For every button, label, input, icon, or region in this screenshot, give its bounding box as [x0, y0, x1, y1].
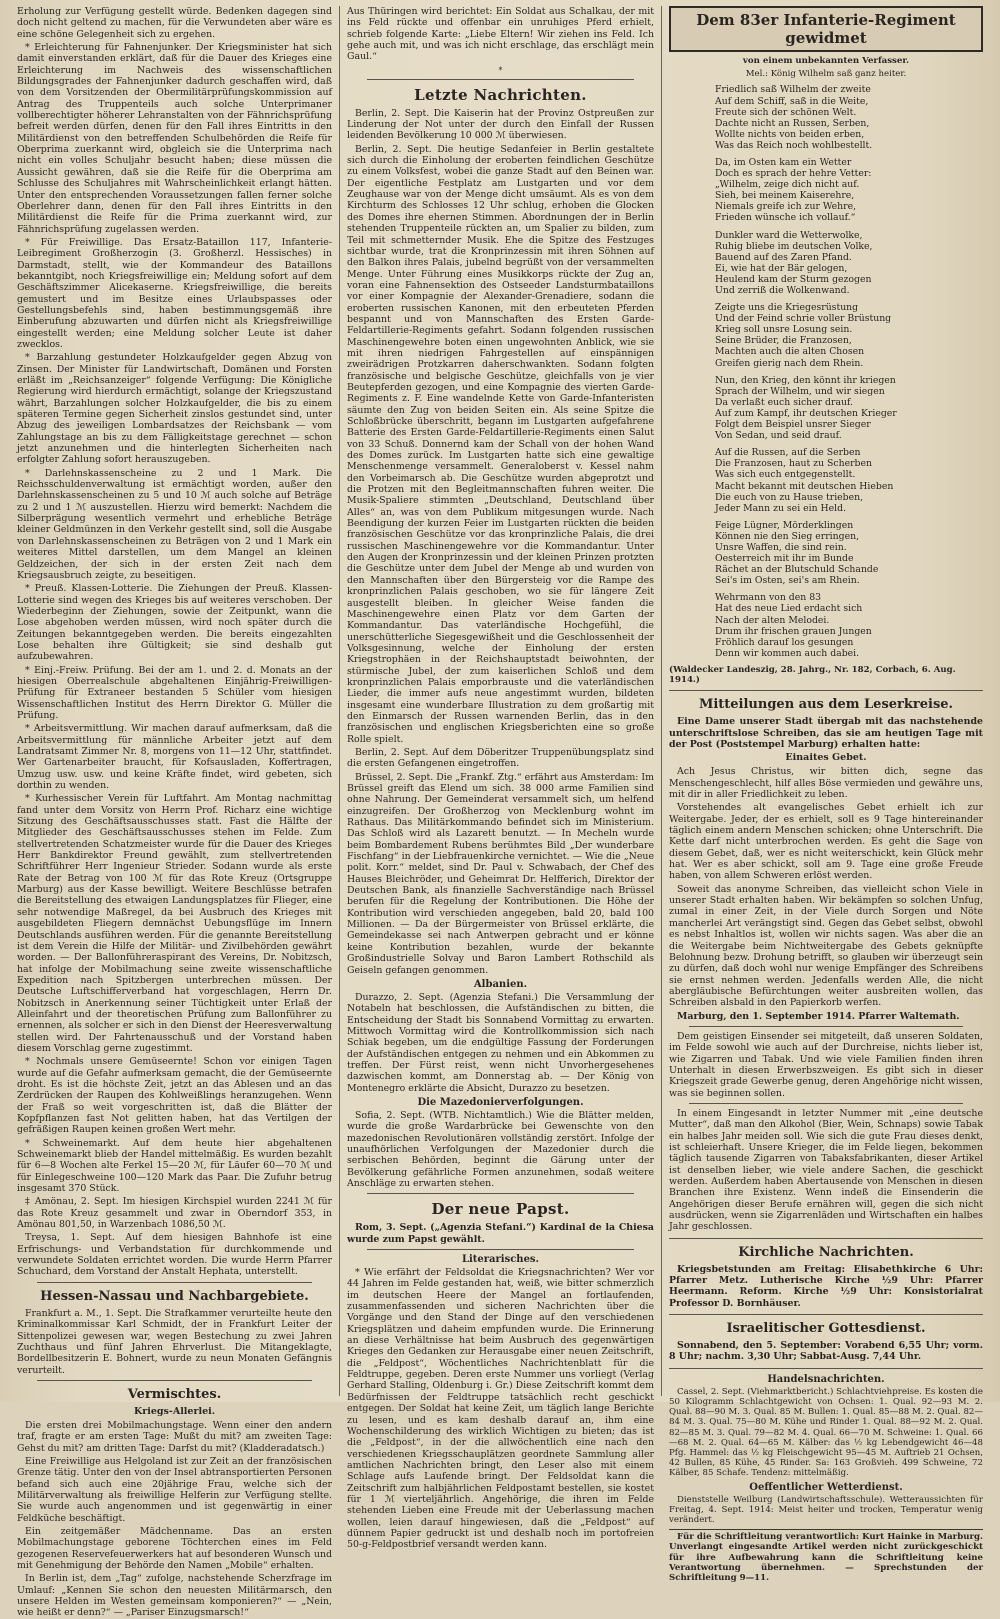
- article-paragraph: Eine Freiwillige aus Helgoland ist zur Zeit an der französischen Grenze tätig. Unter den von der Insel abtransportierten Personen befand sich auch eine 20jährige Frau, welche sich der Militärverwaltung als freiwillige Helferin zur Verfügung stellte. Sie wurde auch angenommen und ist gegenwärtig in einer Feldküche beschäftigt.: [17, 1455, 332, 1524]
- poem-line: Friedlich saß Wilhelm der zweite: [715, 84, 871, 96]
- section-heading-vermischtes: Vermischtes.: [127, 1386, 222, 1402]
- poem-line: „Wilhelm, zeige dich nicht auf.: [715, 179, 860, 191]
- column-right: [662, 6, 990, 1584]
- poem-stanza: [715, 447, 983, 514]
- poem-line: Wehrmann von den 83: [715, 592, 822, 604]
- article-paragraph: Berlin, 2. Sept. Auf dem Döberitzer Truppenübungsplatz sind die ersten Gefangenen eingetroffen.: [347, 746, 654, 770]
- article-paragraph: In Berlin ist, dem „Tag“ zufolge, nachstehende Scherzfrage im Umlauf: „Kennen Sie schon den neuesten Militärmarsch, den unsere Helden im Westen gemeinsam komponieren?“ — „Nein, wie heißt er denn?“ — „Pariser Einzugsmarsch!“: [17, 1573, 332, 1619]
- article-paragraph: * Einj.-Freiw. Prüfung. Bei der am 1. und 2. d. Monats an der hiesigen Oberrealschule abgehaltenen Einjährig-Freiwilligen-Prüfung für Extraneer bestanden 5 Schüler vom hiesigen Wissenschaftlichen Institut des Herrn Direktor G. Müller die Prüfung.: [17, 664, 332, 721]
- heading-mazedonier: Die Mazedonierverfolgungen.: [417, 1096, 584, 1108]
- poem-line: Sieh, bei meinem Kaiserehre,: [715, 190, 855, 202]
- poem-line: Und der Feind schrie voller Brüstung: [715, 313, 892, 325]
- poem-line: Auf dem Schiff, saß in die Weite,: [715, 95, 869, 107]
- article-paragraph: Rom, 3. Sept. („Agenzia Stefani.“) Kardinal de la Chiesa wurde zum Papst gewählt.: [347, 1222, 654, 1245]
- article-paragraph: * Arbeitsvermittlung. Wir machen darauf aufmerksam, daß die Arbeitsvermittlung für männliche Arbeiter jetzt auf dem Landratsamt Zimmer Nr. 8, morgens von 11—12 Uhr, stattfindet. Wer Gartenarbeiter braucht, für Kofsausladen, Koffertragen, Umzug usw. usw. und keine Kräfte findet, wird gebeten, sich dorthin zu wenden.: [17, 723, 332, 792]
- poem-line: Wollte nichts von beiden erben,: [715, 128, 865, 140]
- poem-line: Ruhig bliebe im deutschen Volke,: [715, 240, 873, 252]
- article-paragraph: * Schweinemarkt. Auf dem heute hier abgehaltenen Schweinemarkt blieb der Handel mittelmäßig. Es wurden bezahlt für 6—8 Wochen alte Ferkel 15—20 ℳ, für Läufer 60—70 ℳ und für Einlegeschweine 100—120 Mark das Paar. Die Zufuhr betrug insgesamt 370 Stück.: [17, 1137, 332, 1195]
- heading-neuer-papst: Der neue Papst.: [431, 1200, 570, 1219]
- poem-stanza: [715, 157, 983, 224]
- poem-line: Und zerriß die Wolkenwand.: [715, 285, 850, 296]
- poem-line: Nun, den Krieg, den könnt ihr kriegen: [715, 374, 896, 386]
- article-paragraph: Treysa, 1. Sept. Auf dem hiesigen Bahnhofe ist eine Erfrischungs- und Verbandstation für durchkommende und verwundete Soldaten errichtet worden. Die wurde Herrn Pfarrer Schuchard, dem Vorstand der Anstalt Hephata, unterstellt.: [17, 1232, 332, 1278]
- divider: [689, 1026, 963, 1027]
- article-paragraph: Ein zeitgemäßer Mädchenname. Das an ersten Mobilmachungstage geborene Töchterchen eines im Feld gezogenen Reservefeuerwerkers hat auf besonderen Wunsch und mit Genehmigung der Behörde den Namen „Mobile“ erhalten.: [17, 1525, 332, 1571]
- poem-line: Heulend kam der Sturm gezogen: [715, 273, 872, 285]
- poem-stanza: [715, 375, 983, 442]
- divider: [669, 1314, 983, 1315]
- article-paragraph: Aus Thüringen wird berichtet: Ein Soldat aus Schalkau, der mit ins Feld rückte und offenbar ein unruhiges Pferd erhielt, schrieb folgende Karte: „Liebe Eltern! Wir ziehen ins Feld. Ich gehe auch mit, und was ich nicht erschlage, das erschlägt mein Gaul.“: [347, 6, 654, 63]
- poem-line: Sprach der Wilhelm, und wir siegen: [715, 385, 885, 397]
- divider: [367, 1249, 634, 1250]
- poem-stanza: [715, 520, 983, 587]
- divider: [669, 690, 983, 691]
- article-paragraph: Berlin, 2. Sept. Die heutige Sedanfeier in Berlin gestaltete sich durch die Einholung der eroberten feindlichen Geschütze zu einem Volksfest, wobei die ganze Stadt auf den Beinen war. Der eigentliche Festplatz am Lustgarten und vor dem Zeughause war von der Menge dicht umsäumt. Als es von dem Kirchturm des Schlosses 12 Uhr schlug, erhoben die Glocken des Domes ihre ehernen Stimmen. Abordnungen der in Berlin stehenden Truppenteile rückten an, um Spalier zu bilden, zum Teil mit schmetternder Musik. Ehe die Spitze des Festzuges sichtbar wurde, trat die Kronprinzessin mit ihren Söhnen auf den Balkon ihres Palais, jubelnd begrüßt von der versammelten Menge. Unter Führung eines Musikkorps rückte der Zug an, voran eine Fahnensektion des Ostseeder Landsturmbataillons vor einer Kompagnie der Alexander-Grenadiere, sodann die eroberten russischen Kanonen, mit den erbeuteten Pferden bespannt und von Mannschaften des Ersten Garde-Feldartillerie-Regiments gefahrt. Sodann folgenden russischen Maschinengewehre boten einen ungewohnten Anblick, wie sie mit ihren niedrigen Fahrgestellen auf einspännigen zweirädrigen Protzkarren daherschwankten. Sodann folgten französische und belgische Geschütze, gleichfalls von je vier Beutepferden gezogen, und eine Kompagnie des vierten Garde-Regiments z. F. Eine wandelnde Kette von Garde-Infanteristen säumte den Zug von beiden Seiten ein. Als seine Spitze die Schloßbrücke überschritt, begann im Lustgarten aufgefahrene Batterie des Ersten Garde-Feldartillerie-Regiments einen Salut von 33 Schuß. Donnernd kam der Schall von der hohen Wand des Domes zurück. Im Lustgarten hatte sich eine gewaltige Menschenmenge versammelt. Generaloberst v. Kessel nahm den Vorbeimarsch ab. Die Geschütze wurden abgeprotzt und die Protzen mit den Begleitmannschaften fuhren weiter. Die Musik-Spaliere stimmten „Deutschland, Deutschland über Alles“ an, was von dem Publikum mitgesungen wurde. Nach Beendigung der kurzen Feier im Lustgarten rückten die beiden französischen Geschütze vor das kronprinzliche Palais, die drei russischen Maschinengewehre vor die Kommandantur. Unter den Augen der Kronprinzessin und der kleinen Prinzen protzten die Geschütze unter dem Jubel der Menge ab und wurden von den Mannschaften über den Bürgersteig vor die Rampe des kronprinzlichen Palais geschoben, wo sie für längere Zeit ausgestellt bleiben. In gleicher Weise fanden die Maschinengewehre einen Platz vor dem Garten der Kommandantur. Das vaterländische Hochgefühl, die unerschütterliche Siegesgewißheit und die Geschlossenheit der Volksgesinnung, welche der Einholung der ersten Kriegstrophäen in der Reichshauptstadt beiwohnten, der stürmische Jubel, der zum kaiserlichen Schloß und dem kronprinzlichen Palais emporbrauste und die vaterländischen Lieder, die immer aufs neue angestimmt wurden, bildeten insgesamt eine wunderbare Illustration zu dem großartig mit den Einmarsch der Russen warnenden Berlin, das in den französischen und englischen Kriegsberichten eine so große Rolle spielt.: [347, 143, 654, 745]
- poem-line: Auf zum Kampf, ihr deutschen Krieger: [715, 407, 897, 419]
- poem-line: Dunkler ward die Wetterwolke,: [715, 229, 863, 241]
- article-paragraph: Eine Dame unserer Stadt übergab mit das nachstehende unterschriftslose Schreiben, das sie am heutigen Tage mit der Post (Poststempel Marburg) erhalten hatte:: [669, 716, 983, 750]
- column-middle: [340, 6, 662, 1551]
- heading-albanien: Albanien.: [473, 978, 528, 990]
- poem-line: Jeder Mann zu sei ein Held.: [715, 502, 847, 514]
- article-paragraph: Cassel, 2. Sept. (Viehmarktbericht.) Schlachtviehpreise. Es kosten die 50 Kilogramm Schlachtgewicht von Ochsen: 1. Qual. 92—93 M. 2. Qual. 88—90 M. 3. Qual. 85 M. Bullen: 1. Qual. 85—88 M. 2. Qual. 82—84 M. 3. Qual. 75—80 M. Kühe und Rinder 1. Qual. 88—92 M. 2. Qual. 82—85 M. 3. Qual. 79—82 M. 4. Qual. 66—70 M. Schweine: 1. Qual. 66—68 M. 2. Qual. 64—65 M. Kälber: das ½ kg Lebendgewicht 46—48 Pfg. Hammel: das ½ kg Fleischgewicht 95—45 M. Auftrieb 21 Ochsen, 42 Bullen, 85 Kühe, 45 Rinder. Sa: 163 Großvieh. 499 Schweine, 72 Kälber, 85 Schafe. Tendenz: mittelmäßig.: [669, 1386, 983, 1479]
- divider: [367, 79, 634, 80]
- divider: [367, 1193, 634, 1194]
- poem-line: Hat des neue Lied erdacht sich: [715, 603, 863, 615]
- poem-line: Folgt dem Beispiel unsrer Sieger: [715, 419, 871, 431]
- heading-wetter: Oeffentlicher Wetterdienst.: [749, 1481, 903, 1493]
- poem-line: Nach der alten Melodei.: [715, 614, 830, 626]
- poem-line: Feige Lügner, Mörderklingen: [715, 519, 854, 531]
- article-paragraph: * Barzahlung gestundeter Holzkaufgelder gegen Abzug von Zinsen. Der Minister für Landwirtschaft, Domänen und Forsten erläßt im „Reichsanzeiger“ folgende Verfügung: Die Königliche Regierung wird hierdurch ermächtigt, solange der Kriegszustand währt, Barzahlungen solcher Holzkaufgelder, die bis zu einem späteren Termine gegen Sicherheit zinslos gestundet sind, unter Abzug des jeweiligen Lombardsatzes der Reichsbank — vom Zahlungstage an bis zu dem Fälligkeitstage gerechnet — schon jetzt anzunehmen und die hinterlegten Sicherheiten nach erfolgter Zahlung sofort herauszugeben.: [17, 352, 332, 466]
- poem-line: Drum ihr frischen grauen Jungen: [715, 625, 872, 637]
- section-heading-hessen: Hessen-Nassau und Nachbargebiete.: [40, 1288, 309, 1304]
- column-left: [10, 6, 340, 1619]
- poem-stanza: [715, 230, 983, 297]
- poem-line: Da verlaßt euch sicher drauf.: [715, 396, 854, 408]
- article-paragraph: * Nochmals unsere Gemüseernte! Schon vor einigen Tagen wurde auf die Gefahr aufmerksam gemacht, die der Gemüseernte droht. Es ist die höchste Zeit, jetzt an das Ablesen und an das Zerdrücken der Raupen des Kohlweißlings heranzugehen. Wenn der Fraß so weit vorgeschritten ist, daß die Blätter der Kopfpflanzen fast Not gelitten haben, hat das Vertilgen der gefräßigen Raupen keinen großen Wert mehr.: [17, 1056, 332, 1136]
- divider: [37, 1380, 312, 1381]
- article-paragraph: Berlin, 2. Sept. Die Kaiserin hat der Provinz Ostpreußen zur Linderung der Not unter der durch den Einfall der Russen leidenden Bevölkerung 10 000 ℳ überwiesen.: [347, 107, 654, 142]
- article-paragraph: Dienststelle Weilburg (Landwirtschaftsschule). Wetteraussichten für Freitag, 4. Sept. 1914: Meist heiter und trocken, Temperatur wenig verändert.: [669, 1494, 983, 1526]
- poem-line: Niemals greife ich zur Wehre,: [715, 201, 857, 213]
- poem-line: Die euch von zu Hause trieben,: [715, 491, 864, 503]
- poem-stanza: [715, 84, 983, 151]
- article-paragraph: Soweit das anonyme Schreiben, das vielleicht schon Viele in unserer Stadt erhalten haben. Wir bekämpfen so solchen Unfug, zumal in einer Zeit, in der Viele durch Sorgen und Nöte mancherlei Art verängstigt sind. Gegen das Gebet selbst, obwohl es nebst Inhaltlos ist, wollen wir nichts sagen. Was aber die an die Weitergabe beim Nichtweitergabe des Gebets geknüpfte Belohnung bezw. Drohung betrifft, so glauben wir überzeugt sein zu dürfen, daß doch wohl nur wenige Empfänger des Schreibens sie ernst nehmen werden. Jedenfalls werden Alle, die nicht abergläubische Befürchtungen weiter ausbreiten wollen, das Schreiben alsbald in den Papierkorb werfen.: [669, 883, 983, 1009]
- poem-line: Was das Reich noch wohlbestellt.: [715, 139, 873, 151]
- heading-kirchliche: Kirchliche Nachrichten.: [738, 1244, 914, 1260]
- article-paragraph: Durazzo, 2. Sept. (Agenzia Stefani.) Die Versammlung der Notabeln hat beschlossen, die Aufständischen zu bitten, die Entscheidung der Stadt bis Sonnabend Vormittag zu erwarten. Mittwoch Vormittag wird die Kontrollkommission sich nach Schiak begeben, um die endgültige Fassung der Forderungen der Aufständischen entgegen zu nehmen und ein Abkommen zu treffen. Der Fürst reist, wenn nicht Unvorhergesehenes dazwischen kommt, am Donnerstag ab. — Der König von Montenegro erklärte die Absicht, Durazzo zu besetzen.: [347, 991, 654, 1094]
- article-paragraph: Erholung zur Verfügung gestellt würde. Bedenken dagegen sind doch nicht geltend zu machen, für die Verwundeten aber wäre es eine schöne Gelegenheit sich zu ergehen.: [17, 6, 332, 40]
- article-paragraph: * Preuß. Klassen-Lotterie. Die Ziehungen der Preuß. Klassen-Lotterie sind wegen des Krieges bis auf weiteres verschoben. Der Wiederbeginn der Ziehungen, sowie der Zeitpunkt, wann die Lose abgehoben werden müssen, wird noch später durch die Zeitungen bekanntgegeben werden. Die bereits eingezahlten Lose behalten ihre Gültigkeit; sie sind deshalb gut aufzubewahren.: [17, 583, 332, 663]
- heading-handel: Handelsnachrichten.: [767, 1373, 885, 1385]
- asterisk-divider: *: [498, 65, 503, 75]
- poem-line: Oesterreich mit ihr im Bunde: [715, 553, 854, 565]
- poem-line: Macht bekannt mit deutschen Hieben: [715, 480, 894, 492]
- article-paragraph: * Kurhessischer Verein für Luftfahrt. Am Montag nachmittag fand unter dem Vorsitz von Herrn Prof. Richarz eine wichtige Sitzung des Geschäftsausschusses statt. Fast die Hälfte der Mitglieder des Geschäftsausschusses stehen im Felde. Zum stellvertretenden Schatzmeister wurde für die Dauer des Krieges Herr Bankdirektor Freund gewählt, zum stellvertretenden Schriftführer Herr Ingenieur Strieder. Sodann wurde als erste Rate der Betrag von 100 ℳ für das Rote Kreuz (Ortsgruppe Marburg) aus der Kasse bewilligt. Weitere Beschlüsse betrafen die Bereitstellung des etwaigen Landungsplatzes für Flieger, eine sehr notwendige Maßregel, da bei Ausbruch des Krieges mit ausgebildeten Fliegern demnächst Uebungsflüge im Innern Deutschlands ausführen werden. Für die genannte Bereitstellung ist dem Verein die Hilfe der Militär- und Zivilbehörden gewährt worden. — Der Ballonführeraspirant des Vereins, Dr. Nobitzsch, hat infolge der Mobilmachung seine zweite wissenschaftliche Expedition nach Spitzbergen unterbrechen müssen. Der Deutsche Luftschifferverband hat vorgeschlagen, Herrn Dr. Nobitzsch in Anerkennung seiner Tüchtigkeit unter Erlaß der Alleinfahrt und der theoretischen Prüfung zum Ballonführer zu ernennen, als solcher er sich in den Dienst der Heeresverwaltung stellen wird. Der Fahrtenausschuß und der Vorstand haben diesem Vorschlag gerne zugestimmt.: [17, 793, 332, 1054]
- article-paragraph: Vorstehendes alt evangelisches Gebet erhielt ich zur Weitergabe. Jeder, der es erhielt, soll es 9 Tage hintereinander täglich einem andern Menschen schicken; ohne Unterschrift. Die Kette darf nicht unterbrochen werden. Es geht die Sage von diesem Gebet, daß, wer es nicht weiterschickt, kein Glück mehr hat. Wer es aber schickt, soll am 9. Tage eine große Freude haben, von allem Schweren erlöst werden.: [669, 802, 983, 882]
- heading-literarisches: Literarisches.: [461, 1254, 540, 1266]
- poem-line: Denn wir kommen auch dabei.: [715, 647, 860, 659]
- poem-stanza: [715, 302, 983, 369]
- article-paragraph: * Darlehnskassenscheine zu 2 und 1 Mark. Die Reichsschuldenverwaltung ist ermächtigt worden, außer den Darlehnskassenscheinen zu 5 und 10 ℳ auch solche auf Beträge zu 2 und 1 ℳ auszustellen. Hierzu wird bemerkt: Nachdem die Silberprägung wesentlich vermehrt und erhebliche Beträge kleiner Geldmünzen in den Verkehr gestellt sind, soll die Ausgabe von Darlehnskassenscheinen zu Beträgen von 2 und 1 Mark ein weiteres Mittel darstellen, um dem Mangel an kleinen Geldzeichen, der sich in der ersten Zeit nach dem Kriegsausbruch zeigte, zu beseitigen.: [17, 467, 332, 581]
- poem-line: Dachte nicht an Russen, Serben,: [715, 117, 870, 129]
- editorial-notice: Für die Schriftleitung verantwortlich: Kurt Hainke in Marburg. Unverlangt eingesandte Artikel werden nicht zurückgeschickt für ihre Aufbewahrung kann die Schriftleitung keine Verantwortung übernehmen. — Sprechstunden der Schriftleitung 9—11.: [669, 1532, 983, 1584]
- poem-line: Rächet an der Blutschuld Schande: [715, 564, 879, 576]
- poem-author: von einem unbekannten Verfasser.: [742, 56, 910, 66]
- poem-title-box: Dem 83er Infanterie-Regiment gewidmet: [669, 6, 983, 52]
- poem-line: Sei's im Osten, sei's am Rhein.: [715, 575, 860, 587]
- poem-line: Was sich euch entgegenstellt.: [715, 469, 856, 481]
- article-paragraph: Brüssel, 2. Sept. Die „Frankf. Ztg.“ erfährt aus Amsterdam: Im Brüssel greift das Elend um sich. 38 000 arme Familien sind ohne Nahrung. Der Gemeinderat versammelt sich, um helfend einzugreifen. Der Großherzog von Mecklenburg wohnt im Rathaus. Das Militärkommando befindet sich im Ministerium. Das Schloß wird als Lazarett benutzt. — In Mecheln wurde beim Bombardement Rubens berühmtes Bild „Der wunderbare Fischfang“ in der Liebfrauenkirche vernichtet. — Wie die „Neue polit. Korr.“ meldet, sind Dr. Paul v. Schwabach, der Chef des Hauses Bleichröder, und Geheimrat Dr. Helfferich, Direktor der Deutschen Bank, als finanzielle Sachverständige nach Brüssel berufen für die Regelung der Kontributionen. Die Höhe der Kontribution wird verschieden angegeben, bald 20, bald 100 Millionen. — Da der Bürgermeister von Brüssel erklärte, die Gemeindekasse sei nach Antwerpen gebracht und er könne keine Kontribution bezahlen, wurde der bekannte Großindustrielle Solvay und Baron Lambert Rothschild als Geiseln gefangen genommen.: [347, 771, 654, 976]
- poem-line: Greifen gierig nach dem Rhein.: [715, 357, 864, 369]
- article-paragraph: * Wie erfährt der Feldsoldat die Kriegsnachrichten? Wer vor 44 Jahren im Felde gestanden hat, weiß, wie bitter schmerzlich im deutschen Heere der Mangel an fortlaufenden, zusammenfassenden und sicheren Nachrichten über die Vorgänge und den Stand der Dinge auf den verschiedenen Kriegsplätzen und daheim empfunden wurde. Die Erinnerung an diese Verhältnisse hat beim Ausbruch des gegenwärtigen Krieges den Gedanken zur Herausgabe einer neuen Zeitschrift, die „Feldpost“, Wöchentliches Nachrichtenblatt für die Feldtruppe, gegeben. Deren erste Nummer uns vorliegt (Verlag Gerhard Stalling, Oldenburg i. Gr.) Diese Zeitschrift kommt dem Bedürfnissen der Feldtruppe tatsächlich recht geschickt entgegen. Der Soldat hat keine Zeit, um täglich lange Berichte zu lesen, und es kam deshalb darauf an, ihm eine Wochenschilderung des wirklich Wichtigen zu bieten; das ist die „Feldpost“, in der die allwöchentlich eine nach den verschiedenen Kriegsschauplätzen geordnete Sammlung aller amtlichen Nachrichten bringt, den Leser also mit einem Schlage aufs Laufende bringt. Der Feldsoldat kann die Zeitschrift zum halbjährlichen Feldpostamt bestellen, sie kostet für 1 ℳ vierteljährlich. Angehörige, die ihren im Felde stehenden Lieben eine Freude mit der Ueberlassung machen wollen, leien darauf hingewiesen, daß die „Feldpost“ auf dünnem Papier gedruckt ist und deshalb noch im portofreien 50-g-Feldpostbrief versandt werden kann.: [347, 1267, 654, 1551]
- poem-line: Frieden wünsche ich vollauf.“: [715, 212, 856, 224]
- article-paragraph: Die ersten drei Mobilmachungstage. Wenn einer den andern traf, fragte er am ersten Tage: Mußt du mit? am zweiten Tage: Gehst du mit? am dritten Tage: Darfst du mit? (Kladderadatsch.): [17, 1419, 332, 1454]
- editorial-footer: [669, 1529, 983, 1583]
- poem-stanza: [715, 592, 983, 659]
- poem-line: Von Sedan, und seid drauf.: [715, 430, 842, 442]
- divider: [669, 1238, 983, 1239]
- poem-line: Können nie den Sieg erringen,: [715, 530, 860, 542]
- poem-line: Bauend auf des Zaren Pfand.: [715, 251, 852, 263]
- article-paragraph: Ach Jesus Christus, wir bitten dich, segne das Menschengeschlecht, hilf alles Böse vermieden und gewähre uns, mit dir in aller Friedlichkeit zu leben.: [669, 766, 983, 801]
- poem-line: Ei, wie hat der Bär gelogen,: [715, 262, 848, 274]
- article-paragraph: Sonnabend, den 5. September: Vorabend 6,55 Uhr; vorm. 8 Uhr; nachm. 3,30 Uhr; Sabbat-Ausg. 7,44 Uhr.: [669, 1340, 983, 1363]
- article-paragraph: * Für Freiwillige. Das Ersatz-Bataillon 117, Infanterie-Leibregiment Großherzogin (3. Großherzl. Hessisches) in Darmstadt, stellt, wie der Kommandeur des Bataillons bekanntgibt, noch Kriegsfreiwillige ein; Meldung sofort auf dem Geschäftszimmer Alicekaserne. Kriegsfreiwillige, die bereits gemustert und im Besitze eines Urlaubspasses oder Gestellungsbefehls sind, haben bestimmungsgemäß ihre Einberufung abzuwarten und dürfen nicht als Kriegsfreiwillige eingestellt werden; eine Meldung solcher Leute ist daher zwecklos.: [17, 236, 332, 350]
- divider: [689, 1103, 963, 1104]
- article-paragraph: In einem Eingesandt in letzter Nummer mit „eine deutsche Mutter“, daß man den Alkohol (Bier, Wein, Schnaps) sowie Tabak ein halbes Jahr meiden soll. Wie sich die gute Frau dieses denkt, ist schleierhaft. Unsere Krieger, die im Felde liegen, bekommen täglich tausende Zigarren von Tabaksfabrikanten, dieser Artikel ist denselben lieber, wie viele andere Sachen, die geschickt werden. Außerdem haben Abertausende von Menschen in diesen Branchen ihre Existenz. Wenn indeß die Einsenderin die Angehörigen dieser Berufe ernähren will, gegen die sich nicht ausdrücken, wenn sie Zigarrenläden und Wirtschaften ein halbes Jahr geschlossen.: [669, 1107, 983, 1233]
- subheading-gebet: Einaites Gebet.: [785, 752, 867, 764]
- article-paragraph: * Erleichterung für Fahnenjunker. Der Kriegsminister hat sich damit einverstanden erklärt, daß für die Dauer des Krieges eine Erleichterung im Nachweis des wissenschaftlichen Bildungsgrades der Fahnenjunker dadurch geschaffen wird, daß von dem Vorsitzenden der Obermilitärprüfungskommission auf Antrag des Truppenteils auch solche Unterprimaner vollberechtigter höherer Lehranstalten von der Fähnrichsprüfung befreit werden dürfen, denen für den Fall ihres Eintritts in den Militärdienst von den betreffenden Schulbehörden die Reife für Oberprima zuerkannt wird, obgleich sie die Unterprima nach nicht ein volles Schuljahr besucht haben; diese müssen die Aussicht gewähren, daß sie die Reife für die Oberprima am Schlusse des Schuljahres mit Wahrscheinlichkeit erlangt hätten. Unter den entsprechenden Voraussetzungen fallen ferner solche Oberlehrer dann, denen für den Fall ihres Eintritts in den Militärdienst die Reife für die Prima zuerkannt wird, zur Fähnrichsprüfung zugelassen werden.: [17, 42, 332, 235]
- divider: [669, 1368, 983, 1369]
- article-signature: Marburg, den 1. September 1914. Pfarrer Waltemath.: [677, 1010, 960, 1022]
- section-heading-letzte-nachrichten: Letzte Nachrichten.: [414, 85, 587, 104]
- heading-mitteilungen: Mitteilungen aus dem Leserkreise.: [698, 697, 954, 713]
- poem-line: Machten auch die alten Chosen: [715, 346, 865, 358]
- poem-body: [669, 84, 983, 659]
- poem-line: Freute sich der schönen Welt.: [715, 106, 857, 118]
- poem-line: Seine Brüder, die Franzosen,: [715, 335, 852, 347]
- poem-melody: Mel.: König Wilhelm saß ganz heiter.: [745, 69, 907, 80]
- heading-israelitisch: Israelitischer Gottesdienst.: [726, 1321, 926, 1337]
- divider: [37, 1282, 312, 1283]
- article-paragraph: ‡ Amönau, 2. Sept. Im hiesigen Kirchspiel wurden 2241 ℳ für das Rote Kreuz gesammelt und zwar in Oberndorf 353, in Amönau 801,50, in Warzenbach 1086,50 ℳ.: [17, 1196, 332, 1231]
- poem-line: Doch es sprach der hehre Vetter:: [715, 168, 872, 180]
- poem-line: Zeigte uns die Kriegesrüstung: [715, 302, 859, 314]
- poem-line: Da, im Osten kam ein Wetter: [715, 156, 852, 168]
- poem-line: Unsre Waffen, die sind rein.: [715, 541, 847, 553]
- poem-line: Fröhlich darauf los gesungen: [715, 636, 854, 648]
- article-paragraph: Dem geistigen Einsender sei mitgeteilt, daß unseren Soldaten, im Felde sowohl wie auch auf der Durchreise, nichts lieber ist, wie Zigarren und Tabak. Und wie viele Familien finden ihren Unterhalt in diesen Erwerbszweigen. Es gibt sich in dieser Kriegszeit grade Gewerbe genug, deren Angehörige nicht wissen, was sie beginnen sollen.: [669, 1030, 983, 1099]
- article-paragraph: Frankfurt a. M., 1. Sept. Die Strafkammer verurteilte heute den Kriminalkommissar Karl Schmidt, der in Frankfurt Leiter der Sittenpolizei gewesen war, wegen Bestechung zu zwei Jahren Zuchthaus und fünf Jahren Ehrverlust. Die Mitangeklagte, Bordellbesitzerin E. Bohnert, wurde zu neun Monaten Gefängnis verurteilt.: [17, 1307, 332, 1376]
- subheading-kriegs-allerlei: Kriegs-Allerlei.: [133, 1405, 216, 1417]
- poem-line: Die Franzosen, haut zu Scherben: [715, 458, 872, 470]
- poem-line: Auf die Russen, auf die Serben: [715, 447, 861, 459]
- poem-line: Krieg soll unsre Losung sein.: [715, 324, 853, 336]
- poem-source: (Waldecker Landeszig, 28. Jahrg., Nr. 182, Corbach, 6. Aug. 1914.): [669, 664, 956, 686]
- article-paragraph: Sofia, 2. Sept. (WTB. Nichtamtlich.) Wie die Blätter melden, wurde die große Wardarbrücke bei Gewenschte von den mazedonischen Revolutionären vollständig zerstört. Infolge der unaufhörlichen Verfolgungen der Mazedonier durch die serbischen Behörden, beginnt die Gärung unter der Bevölkerung gefährliche Formen anzunehmen, sodaß weitere Anschläge zu erwarten stehen.: [347, 1109, 654, 1189]
- article-paragraph: Kriegsbetstunden am Freitag: Elisabethkirche 6 Uhr: Pfarrer Metz. Lutherische Kirche ½9 Uhr: Pfarrer Heermann. Reform. Kirche ½9 Uhr: Konsistorialrat Professor D. Bornhäuser.: [669, 1263, 983, 1309]
